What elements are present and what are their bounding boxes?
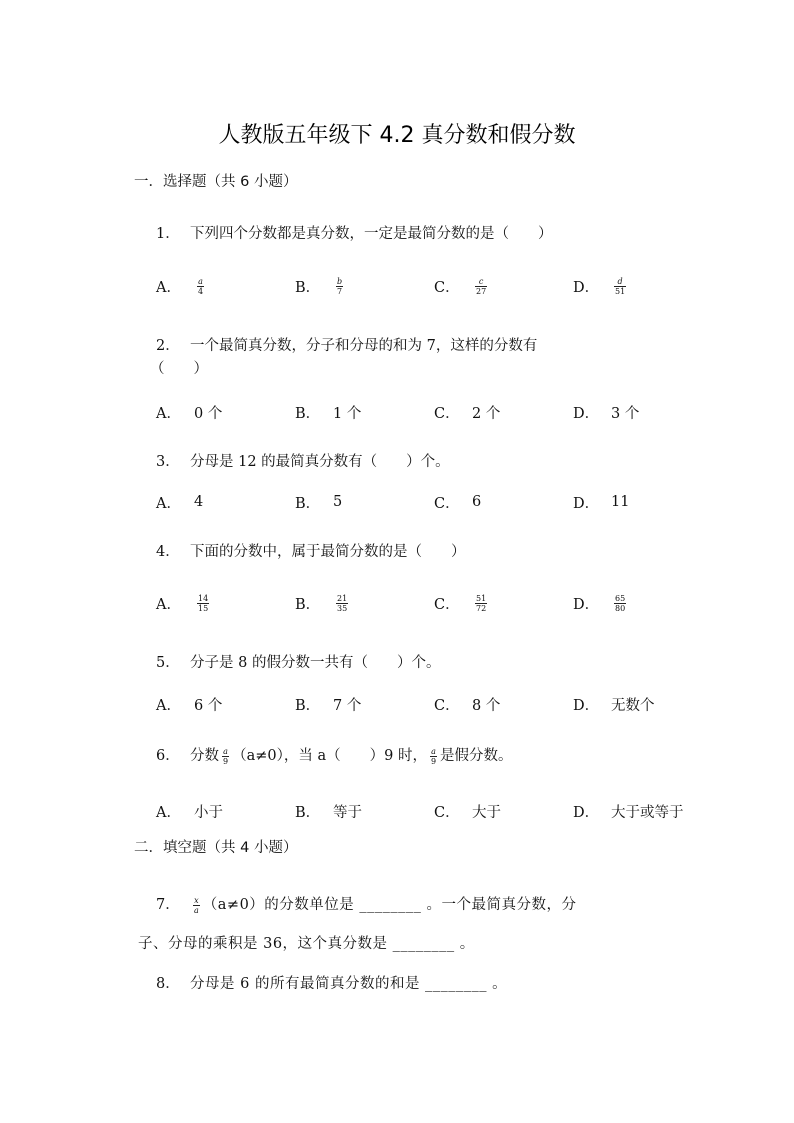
- option-a[interactable]: A． 0 个: [156, 405, 223, 422]
- question-4: [156, 540, 466, 561]
- section-heading-fill: 二．填空题（共 4 小题）: [134, 840, 298, 856]
- option-d[interactable]: D． 大于或等于: [573, 804, 684, 821]
- option-b[interactable]: B． 等于: [295, 804, 362, 821]
- question-7: 7． $\frac{x}{a}$ （a≠0）的分数单位是 ________ 。一个最简真分数，分: [156, 893, 577, 915]
- fraction: $\frac{14}{15}$: [198, 593, 209, 613]
- question-text: 分母是 12 的最简真分数有（ ）个。: [190, 454, 450, 470]
- option-a[interactable]: A． $\frac{a}{4}$: [156, 276, 204, 296]
- question-6: 6． 分数 $\frac{a}{9}$ （a≠0），当 a（ ）9 时， $\frac{a}{9}$ 是假分数。: [156, 744, 513, 766]
- question-7-line-2: 子、分母的乘积是 36，这个真分数是 ________ 。: [138, 936, 475, 952]
- option-d[interactable]: D． 11: [573, 494, 630, 512]
- options-3: [156, 486, 716, 518]
- option-a[interactable]: A． 6 个: [156, 697, 223, 714]
- fraction: $\frac{a}{4}$: [198, 276, 204, 296]
- question-2-line-2: [150, 357, 208, 378]
- options-1: [156, 270, 716, 302]
- option-b[interactable]: B． $\frac{b}{7}$: [295, 276, 343, 296]
- fraction: $\frac{d}{51}$: [615, 276, 626, 296]
- question-text: 下列四个分数都是真分数，一定是最简分数的是（ ）: [190, 226, 553, 242]
- option-c[interactable]: C． 6: [434, 494, 482, 512]
- page-title: 人教版五年级下 4.2 真分数和假分数: [218, 123, 576, 148]
- option-b[interactable]: B． 7 个: [295, 697, 362, 714]
- fraction: $\frac{a}{9}$: [223, 746, 229, 766]
- question-number: 2．: [156, 338, 180, 354]
- options-4: [156, 587, 716, 619]
- option-d[interactable]: D． $\frac{65}{80}$: [573, 593, 626, 613]
- option-c[interactable]: C． 大于: [434, 804, 501, 821]
- option-b[interactable]: B． 5: [295, 494, 343, 512]
- option-c[interactable]: C． $\frac{51}{72}$: [434, 593, 487, 613]
- fraction: $\frac{51}{72}$: [476, 593, 487, 613]
- question-text: 分子是 8 的假分数一共有（ ）个。: [190, 655, 441, 671]
- option-d[interactable]: D． $\frac{d}{51}$: [573, 276, 626, 296]
- fraction: $\frac{a}{9}$: [430, 746, 437, 766]
- fraction: $\frac{c}{27}$: [476, 276, 487, 296]
- option-c[interactable]: C． 8 个: [434, 697, 501, 714]
- question-number: 3．: [156, 454, 180, 470]
- options-5: [156, 688, 716, 720]
- option-a[interactable]: A． 4: [156, 494, 204, 512]
- question-number: 8．: [156, 976, 180, 992]
- fraction: $\frac{65}{80}$: [615, 593, 626, 613]
- option-c[interactable]: C． 2 个: [434, 405, 501, 422]
- question-2: [156, 334, 537, 355]
- option-a[interactable]: A． $\frac{14}{15}$: [156, 593, 209, 613]
- fraction: $\frac{b}{7}$: [337, 276, 343, 296]
- section-heading-choice: 一．选择题（共 6 小题）: [134, 174, 298, 190]
- question-text: 一个最简真分数，分子和分母的和为 7，这样的分数有: [190, 338, 538, 354]
- option-d[interactable]: D． 无数个: [573, 697, 655, 714]
- answer-bracket: （ ）: [150, 361, 208, 377]
- fraction: $\frac{21}{35}$: [337, 593, 348, 613]
- fraction: $\frac{x}{a}$: [194, 895, 199, 915]
- option-d[interactable]: D． 3 个: [573, 405, 640, 422]
- question-1: [156, 222, 553, 243]
- question-5: [156, 651, 440, 672]
- question-3: [156, 450, 450, 471]
- question-8: [156, 972, 507, 993]
- question-number: 1．: [156, 226, 180, 242]
- option-b[interactable]: B． $\frac{21}{35}$: [295, 593, 348, 613]
- options-2: [156, 396, 716, 428]
- options-6: [156, 795, 716, 827]
- question-number: 7．: [156, 897, 180, 913]
- question-number: 4．: [156, 544, 180, 560]
- question-text: 分母是 6 的所有最简真分数的和是 ________ 。: [190, 976, 508, 992]
- question-number: 5．: [156, 655, 180, 671]
- option-a[interactable]: A． 小于: [156, 804, 223, 821]
- option-b[interactable]: B． 1 个: [295, 405, 362, 422]
- question-text: 下面的分数中，属于最简分数的是（ ）: [190, 544, 466, 560]
- question-number: 6．: [156, 748, 180, 764]
- option-c[interactable]: C． $\frac{c}{27}$: [434, 276, 487, 296]
